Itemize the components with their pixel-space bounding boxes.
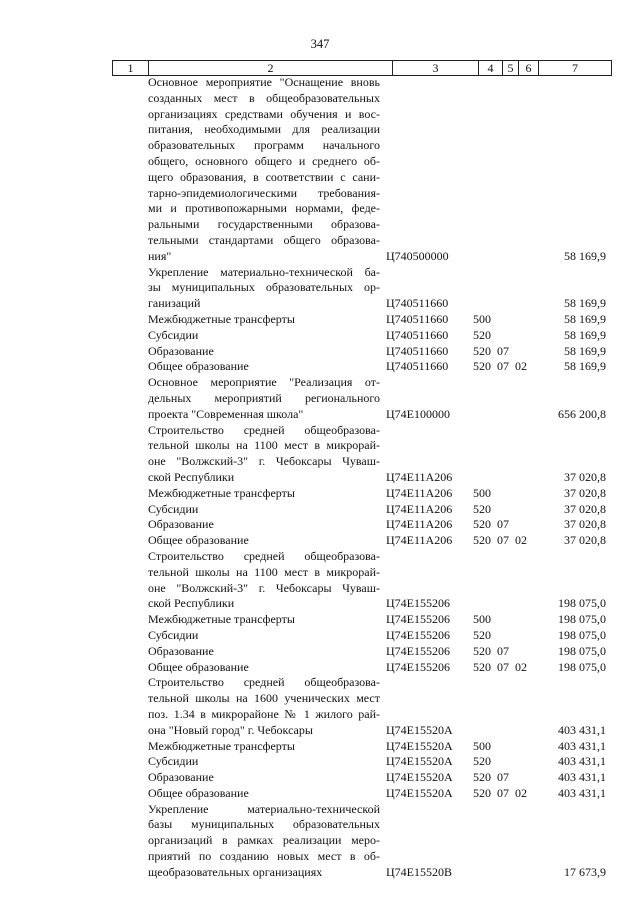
row-name-line: щеобразовательных организациях (148, 864, 323, 879)
row-amount: 403 431,1 (558, 770, 606, 785)
row-name (148, 612, 380, 628)
row-col-5: 07 (497, 770, 509, 785)
table-row (0, 754, 640, 770)
row-name-line: Межбюджетные трансферты (148, 612, 295, 627)
row-code: Ц74Е15520А (386, 754, 453, 769)
row-name (148, 770, 380, 786)
row-name-line: Строительство средней общеобразова- (148, 675, 380, 690)
row-name-line: оне "Волжский-3" г. Чебоксары Чуваш- (148, 454, 380, 469)
row-code: Ц74Е15520А (386, 738, 453, 753)
row-amount: 198 075,0 (558, 612, 606, 627)
row-name (148, 375, 380, 422)
row-amount: 198 075,0 (558, 596, 606, 611)
table-row (0, 265, 640, 312)
row-name-line: Образование (148, 343, 214, 358)
row-col-4: 520 (473, 359, 491, 374)
row-col-4: 520 (473, 659, 491, 674)
row-name-line: щего образования, в соответствии с сани- (148, 169, 380, 184)
row-col-4: 500 (473, 738, 491, 753)
row-col-5: 07 (497, 643, 509, 658)
row-name-line: базы муниципальных образовательных (148, 817, 380, 832)
row-col-4: 520 (473, 517, 491, 532)
row-name-line: ганизаций (148, 296, 201, 311)
row-code: Ц74Е155206 (386, 627, 450, 642)
row-name-line: приятий по созданию новых мест в об- (148, 849, 380, 864)
table-row (0, 517, 640, 533)
table-row (0, 549, 640, 612)
row-name-line: тельными стандартами общего образова- (148, 232, 380, 247)
row-amount: 403 431,1 (558, 738, 606, 753)
row-name (148, 644, 380, 660)
table-row (0, 344, 640, 360)
row-name (148, 628, 380, 644)
row-name-line: Субсидии (148, 754, 199, 769)
row-name-line: Общее образование (148, 359, 249, 374)
row-name-line: Основное мероприятие "Оснащение вновь (148, 75, 380, 89)
row-col-4: 500 (473, 612, 491, 627)
row-name-line: питания, необходимыми для реализации (148, 122, 380, 137)
table-row (0, 486, 640, 502)
row-amount: 58 169,9 (564, 359, 606, 374)
row-name-line: Строительство средней общеобразова- (148, 422, 380, 437)
row-name-line: тельной школы на 1100 мест в микрорай- (148, 438, 380, 453)
table-row (0, 375, 640, 422)
row-col-5: 07 (497, 785, 509, 800)
row-name (148, 802, 380, 881)
row-col-6: 02 (515, 533, 527, 548)
row-amount: 403 431,1 (558, 785, 606, 800)
row-code: Ц740511660 (386, 311, 449, 326)
row-name-line: общего, основного общего и среднего об- (148, 153, 380, 168)
row-name-line: созданных мест в общеобразовательных (148, 90, 380, 105)
table-row (0, 628, 640, 644)
row-col-4: 520 (473, 327, 491, 342)
row-name-line: Общее образование (148, 785, 249, 800)
row-code: Ц740511660 (386, 296, 449, 311)
row-code: Ц74Е155206 (386, 612, 450, 627)
row-name-line: Межбюджетные трансферты (148, 738, 295, 753)
row-col-4: 520 (473, 343, 491, 358)
row-amount: 37 020,8 (564, 501, 606, 516)
row-code: Ц740511660 (386, 343, 449, 358)
row-code: Ц74Е15520А (386, 722, 453, 737)
row-name (148, 660, 380, 676)
row-col-4: 520 (473, 643, 491, 658)
row-name-line: Общее образование (148, 659, 249, 674)
table-row (0, 533, 640, 549)
row-name (148, 549, 380, 612)
header-col-5: 5 (502, 61, 518, 75)
row-name-line: Образование (148, 770, 214, 785)
row-name-line: организациях средствами обучения и вос- (148, 106, 380, 121)
row-amount: 403 431,1 (558, 722, 606, 737)
row-name-line: Образование (148, 517, 214, 532)
row-amount: 37 020,8 (564, 469, 606, 484)
row-name-line: тельной школы на 1100 мест в микрорай- (148, 564, 380, 579)
row-amount: 58 169,9 (564, 327, 606, 342)
table-row (0, 359, 640, 375)
table-row (0, 739, 640, 755)
row-code: Ц74Е15520В (386, 864, 452, 879)
row-name (148, 423, 380, 486)
row-amount: 403 431,1 (558, 754, 606, 769)
row-amount: 17 673,9 (564, 864, 606, 879)
row-name-line: Образование (148, 643, 214, 658)
row-code: Ц74Е11А206 (386, 469, 453, 484)
row-amount: 58 169,9 (564, 296, 606, 311)
row-name-line: проекта "Современная школа" (148, 406, 304, 421)
table-row (0, 75, 640, 265)
row-name-line: Субсидии (148, 501, 199, 516)
table-row (0, 312, 640, 328)
table-row (0, 770, 640, 786)
row-col-5: 07 (497, 517, 509, 532)
row-col-5: 07 (497, 533, 509, 548)
row-amount: 37 020,8 (564, 485, 606, 500)
row-name (148, 344, 380, 360)
row-name (148, 312, 380, 328)
row-code: Ц74Е15520А (386, 785, 453, 800)
header-col-6: 6 (518, 61, 538, 75)
header-col-2: 2 (148, 61, 392, 75)
row-col-5: 07 (497, 659, 509, 674)
row-name-line: образовательных программ начального (148, 138, 380, 153)
table-row (0, 328, 640, 344)
row-name-line: ральными государственными образова- (148, 217, 380, 232)
row-amount: 198 075,0 (558, 643, 606, 658)
row-name (148, 486, 380, 502)
page-number: 347 (310, 37, 330, 51)
row-name (148, 533, 380, 549)
row-col-4: 520 (473, 627, 491, 642)
row-name-line: Общее образование (148, 533, 249, 548)
row-name-line: дельных мероприятий регионального (148, 390, 380, 405)
row-amount: 198 075,0 (558, 627, 606, 642)
header-col-7: 7 (538, 61, 612, 75)
row-name-line: Межбюджетные трансферты (148, 485, 295, 500)
row-code: Ц74Е11А206 (386, 501, 453, 516)
row-amount: 58 169,9 (564, 248, 606, 263)
row-col-4: 500 (473, 311, 491, 326)
row-name (148, 265, 380, 312)
row-col-5: 07 (497, 343, 509, 358)
table-row (0, 612, 640, 628)
row-name-line: Основное мероприятие "Реализация от- (148, 375, 380, 390)
row-name (148, 328, 380, 344)
row-col-6: 02 (515, 359, 527, 374)
row-code: Ц74Е11А206 (386, 533, 453, 548)
row-name-line: Укрепление материально-технической ба- (148, 264, 380, 279)
row-code: Ц740511660 (386, 327, 449, 342)
row-name (148, 359, 380, 375)
row-amount: 37 020,8 (564, 533, 606, 548)
row-name (148, 75, 380, 265)
table-row (0, 644, 640, 660)
row-col-5: 07 (497, 359, 509, 374)
row-code: Ц74Е155206 (386, 643, 450, 658)
row-name-line: поз. 1.34 в микрорайоне № 1 жилого рай- (148, 706, 380, 721)
row-amount: 198 075,0 (558, 659, 606, 674)
table-header (112, 60, 612, 76)
row-code: Ц74Е11А206 (386, 485, 453, 500)
row-col-4: 500 (473, 485, 491, 500)
row-amount: 58 169,9 (564, 343, 606, 358)
row-col-4: 520 (473, 770, 491, 785)
row-code: Ц74Е100000 (386, 406, 450, 421)
row-amount: 58 169,9 (564, 311, 606, 326)
row-name-line: ми и противопожарными нормами, феде- (148, 201, 380, 216)
row-amount: 37 020,8 (564, 517, 606, 532)
table-row (0, 675, 640, 738)
table-row (0, 660, 640, 676)
row-name (148, 675, 380, 738)
row-name (148, 754, 380, 770)
row-name-line: она "Новый город" г. Чебоксары (148, 722, 313, 737)
header-col-1: 1 (112, 61, 148, 75)
row-name-line: тарно-эпидемиологическими требования- (148, 185, 380, 200)
row-col-4: 520 (473, 785, 491, 800)
table-row (0, 802, 640, 881)
row-col-6: 02 (515, 785, 527, 800)
row-name-line: Строительство средней общеобразова- (148, 548, 380, 563)
row-col-4: 520 (473, 501, 491, 516)
row-code: Ц74Е11А206 (386, 517, 453, 532)
header-col-3: 3 (392, 61, 478, 75)
row-name-line: зы муниципальных образовательных ор- (148, 280, 380, 295)
table-row (0, 423, 640, 486)
row-col-4: 520 (473, 533, 491, 548)
row-name (148, 502, 380, 518)
row-name-line: Межбюджетные трансферты (148, 311, 295, 326)
row-name (148, 739, 380, 755)
table-row (0, 786, 640, 802)
row-name-line: тельной школы на 1600 ученических мест (148, 691, 380, 706)
row-col-4: 520 (473, 754, 491, 769)
row-name-line: Субсидии (148, 327, 199, 342)
row-col-6: 02 (515, 659, 527, 674)
row-name (148, 786, 380, 802)
row-code: Ц74Е15520А (386, 770, 453, 785)
row-name-line: ния" (148, 248, 172, 263)
budget-table-body (0, 75, 640, 881)
header-col-4: 4 (478, 61, 502, 75)
row-name-line: Укрепление материально-технической (148, 801, 380, 816)
table-row (0, 502, 640, 518)
row-name-line: оне "Волжский-3" г. Чебоксары Чуваш- (148, 580, 380, 595)
row-name-line: Субсидии (148, 627, 199, 642)
row-name (148, 517, 380, 533)
row-amount: 656 200,8 (558, 406, 606, 421)
row-code: Ц74Е155206 (386, 659, 450, 674)
row-name-line: ской Республики (148, 596, 235, 611)
row-name-line: ской Республики (148, 469, 235, 484)
row-code: Ц740511660 (386, 359, 449, 374)
row-code: Ц740500000 (386, 248, 449, 263)
row-name-line: организаций в рамках реализации меро- (148, 833, 380, 848)
row-code: Ц74Е155206 (386, 596, 450, 611)
